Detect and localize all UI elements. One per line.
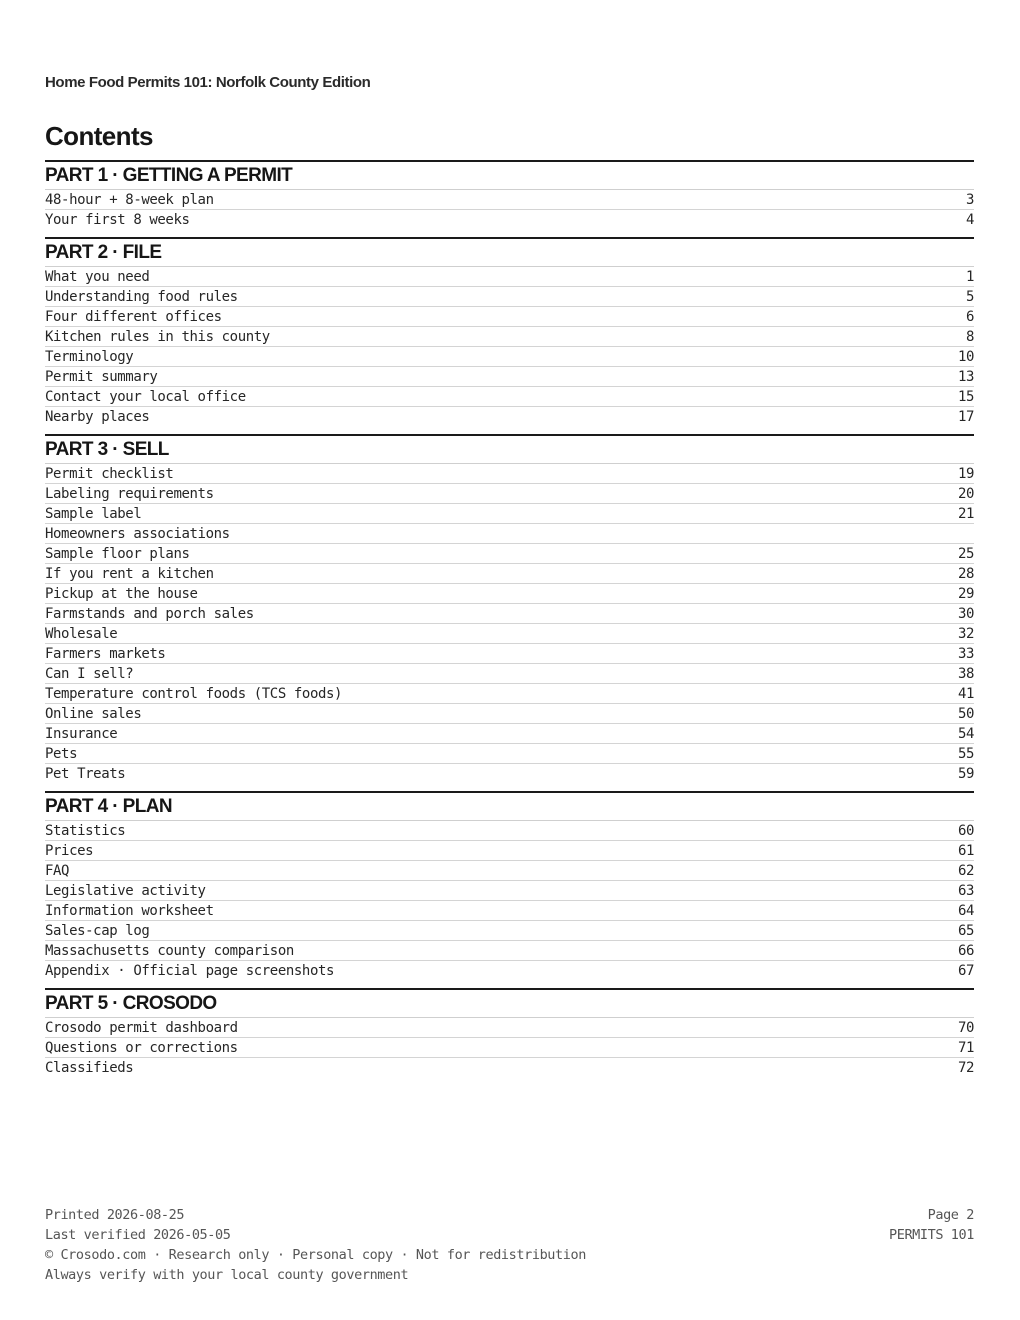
toc-entry[interactable] bbox=[45, 287, 974, 307]
toc-entry-page-number: 30 bbox=[957, 605, 974, 622]
toc-entry-label: Pickup at the house bbox=[45, 585, 198, 602]
toc-entry-page-number: 28 bbox=[957, 565, 974, 582]
toc-entry-page-number: 25 bbox=[957, 545, 974, 562]
footer-left bbox=[45, 1205, 586, 1285]
toc-entry-label: Sales-cap log bbox=[45, 922, 150, 939]
toc-entry[interactable] bbox=[45, 901, 974, 921]
table-of-contents bbox=[45, 160, 974, 1085]
toc-entry-page-number: 41 bbox=[957, 685, 974, 702]
toc-entry-page-number: 50 bbox=[957, 705, 974, 722]
toc-entry[interactable] bbox=[45, 684, 974, 704]
toc-entry-label: What you need bbox=[45, 268, 150, 285]
toc-entry-label: Sample floor plans bbox=[45, 545, 190, 562]
toc-entry-label: Permit checklist bbox=[45, 465, 174, 482]
toc-entry-label: Online sales bbox=[45, 705, 142, 722]
toc-entry-label: Pets bbox=[45, 745, 78, 762]
toc-entry-label: Wholesale bbox=[45, 625, 118, 642]
toc-entry-label: Legislative activity bbox=[45, 882, 206, 899]
toc-entry-page-number: 19 bbox=[957, 465, 974, 482]
toc-entry-page-number: 38 bbox=[957, 665, 974, 682]
toc-entry-page-number: 3 bbox=[965, 191, 974, 208]
toc-entry-label: Contact your local office bbox=[45, 388, 246, 405]
toc-entry-label: Information worksheet bbox=[45, 902, 214, 919]
toc-entry-label: Homeowners associations bbox=[45, 525, 230, 542]
toc-entry-page-number: 6 bbox=[965, 308, 974, 325]
toc-entry-label: Massachusetts county comparison bbox=[45, 942, 294, 959]
toc-part-section bbox=[45, 434, 974, 783]
document-header-title: Home Food Permits 101: Norfolk County Edition bbox=[45, 74, 371, 91]
toc-entry-label: Farmers markets bbox=[45, 645, 166, 662]
footer-disclaimer: Always verify with your local county government bbox=[45, 1267, 409, 1283]
toc-entry[interactable] bbox=[45, 367, 974, 387]
contents-title: Contents bbox=[45, 121, 153, 151]
toc-entry[interactable] bbox=[45, 724, 974, 744]
toc-entry-page-number: 21 bbox=[957, 505, 974, 522]
toc-entry-label: Prices bbox=[45, 842, 94, 859]
toc-entry-label: Classifieds bbox=[45, 1059, 134, 1076]
toc-entry-page-number: 20 bbox=[957, 485, 974, 502]
toc-entry[interactable] bbox=[45, 524, 974, 544]
toc-entry[interactable] bbox=[45, 307, 974, 327]
toc-entry-label: Temperature control foods (TCS foods) bbox=[45, 685, 343, 702]
toc-entry-label: Crosodo permit dashboard bbox=[45, 1019, 238, 1036]
toc-entry-label: Terminology bbox=[45, 348, 134, 365]
toc-entry-label: FAQ bbox=[45, 862, 70, 879]
toc-entry[interactable] bbox=[45, 1018, 974, 1038]
toc-entry-page-number: 62 bbox=[957, 862, 974, 879]
toc-entry-page-number: 4 bbox=[965, 211, 974, 228]
toc-entry-page-number: 32 bbox=[957, 625, 974, 642]
toc-entry-label: Four different offices bbox=[45, 308, 222, 325]
toc-entry-page-number: 29 bbox=[957, 585, 974, 602]
toc-entry-page-number: 10 bbox=[957, 348, 974, 365]
toc-entry-page-number: 72 bbox=[957, 1059, 974, 1076]
toc-entry[interactable] bbox=[45, 210, 974, 229]
toc-entry-label: Understanding food rules bbox=[45, 288, 238, 305]
toc-entry[interactable] bbox=[45, 921, 974, 941]
footer-page-number: Page 2 bbox=[927, 1207, 974, 1223]
toc-entry-label: Insurance bbox=[45, 725, 118, 742]
toc-part-title: PART 5 · CROSODO bbox=[45, 990, 974, 1018]
toc-entry[interactable] bbox=[45, 644, 974, 664]
toc-entry[interactable] bbox=[45, 190, 974, 210]
toc-entry[interactable] bbox=[45, 544, 974, 564]
toc-entry[interactable] bbox=[45, 821, 974, 841]
toc-entry-label: Nearby places bbox=[45, 408, 150, 425]
toc-entry-page-number: 33 bbox=[957, 645, 974, 662]
toc-entry-label: Appendix · Official page screenshots bbox=[45, 962, 335, 979]
toc-entry-page-number: 66 bbox=[957, 942, 974, 959]
toc-entry[interactable] bbox=[45, 664, 974, 684]
toc-entry[interactable] bbox=[45, 941, 974, 961]
toc-entry-label: Sample label bbox=[45, 505, 142, 522]
toc-entry-page-number: 70 bbox=[957, 1019, 974, 1036]
toc-part-title: PART 1 · GETTING A PERMIT bbox=[45, 162, 974, 190]
toc-part-title: PART 4 · PLAN bbox=[45, 793, 974, 821]
toc-entry-label: Pet Treats bbox=[45, 765, 126, 782]
footer-last-verified: Last verified 2026-05-05 bbox=[45, 1227, 231, 1243]
toc-entry[interactable] bbox=[45, 604, 974, 624]
toc-entry[interactable] bbox=[45, 861, 974, 881]
toc-entry[interactable] bbox=[45, 961, 974, 980]
toc-entry[interactable] bbox=[45, 387, 974, 407]
toc-part-section bbox=[45, 791, 974, 980]
toc-entry[interactable] bbox=[45, 327, 974, 347]
toc-entry-label: Can I sell? bbox=[45, 665, 134, 682]
toc-entry-page-number: 15 bbox=[957, 388, 974, 405]
footer-printed-date: Printed 2026-08-25 bbox=[45, 1207, 185, 1223]
toc-entry-page-number: 54 bbox=[957, 725, 974, 742]
toc-entry-label: Kitchen rules in this county bbox=[45, 328, 270, 345]
toc-entry[interactable] bbox=[45, 1038, 974, 1058]
document-page bbox=[45, 0, 974, 1320]
footer-doc-code: PERMITS 101 bbox=[888, 1227, 974, 1243]
toc-entry-page-number: 13 bbox=[957, 368, 974, 385]
toc-entry-page-number: 60 bbox=[957, 822, 974, 839]
toc-entry-label: Your first 8 weeks bbox=[45, 211, 190, 228]
toc-entry[interactable] bbox=[45, 347, 974, 367]
toc-part-title: PART 2 · FILE bbox=[45, 239, 974, 267]
toc-entry[interactable] bbox=[45, 704, 974, 724]
toc-entry-label: Questions or corrections bbox=[45, 1039, 238, 1056]
toc-entry[interactable] bbox=[45, 841, 974, 861]
toc-entry-page-number: 8 bbox=[965, 328, 974, 345]
toc-entry-page-number: 55 bbox=[957, 745, 974, 762]
toc-entry-page-number: 71 bbox=[957, 1039, 974, 1056]
toc-entry[interactable] bbox=[45, 267, 974, 287]
toc-entry-label: Statistics bbox=[45, 822, 126, 839]
toc-entry-label: Permit summary bbox=[45, 368, 158, 385]
toc-entry-page-number: 63 bbox=[957, 882, 974, 899]
toc-entry[interactable] bbox=[45, 407, 974, 426]
toc-part-section bbox=[45, 988, 974, 1077]
toc-part-title: PART 3 · SELL bbox=[45, 436, 974, 464]
toc-entry-page-number: 61 bbox=[957, 842, 974, 859]
toc-entry[interactable] bbox=[45, 624, 974, 644]
toc-entry[interactable] bbox=[45, 504, 974, 524]
toc-entry-page-number: 64 bbox=[957, 902, 974, 919]
toc-entry-label: If you rent a kitchen bbox=[45, 565, 214, 582]
toc-entry-label: Labeling requirements bbox=[45, 485, 214, 502]
toc-entry[interactable] bbox=[45, 881, 974, 901]
footer-right bbox=[889, 1205, 974, 1245]
toc-entry[interactable] bbox=[45, 464, 974, 484]
toc-entry-page-number: 1 bbox=[965, 268, 974, 285]
toc-entry-page-number: 65 bbox=[957, 922, 974, 939]
toc-entry[interactable] bbox=[45, 1058, 974, 1077]
footer-copyright: © Crosodo.com · Research only · Personal copy · Not for redistribution bbox=[45, 1247, 586, 1263]
toc-entry[interactable] bbox=[45, 584, 974, 604]
toc-entry[interactable] bbox=[45, 764, 974, 783]
toc-entry[interactable] bbox=[45, 484, 974, 504]
toc-entry[interactable] bbox=[45, 564, 974, 584]
toc-entry-page-number: 59 bbox=[957, 765, 974, 782]
toc-entry-page-number: 67 bbox=[957, 962, 974, 979]
toc-entry-label: 48-hour + 8-week plan bbox=[45, 191, 214, 208]
toc-entry-page-number: 17 bbox=[957, 408, 974, 425]
toc-entry-label: Farmstands and porch sales bbox=[45, 605, 254, 622]
toc-part-section bbox=[45, 237, 974, 426]
toc-entry[interactable] bbox=[45, 744, 974, 764]
toc-part-section bbox=[45, 160, 974, 229]
toc-entry-page-number: 5 bbox=[965, 288, 974, 305]
